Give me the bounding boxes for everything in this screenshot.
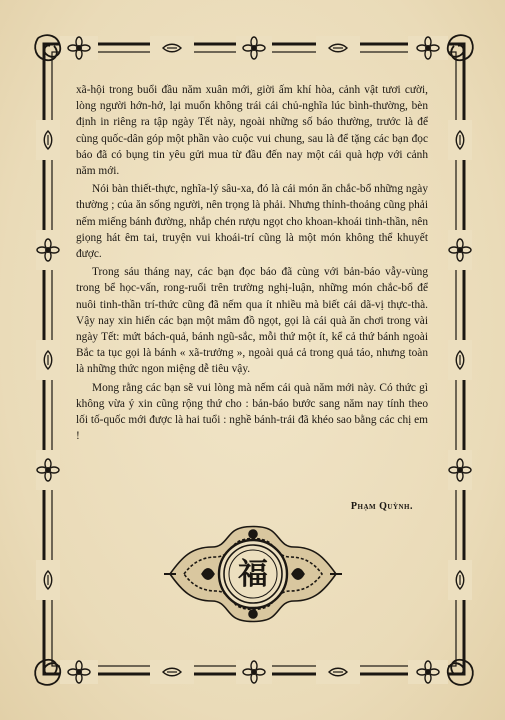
paragraph-3: Trong sáu tháng nay, các bạn đọc báo đã cùng với bản-báo vẫy-vùng trong bể học-vấn, rong-ruổi trên trường nghị-luận, những món chắc-bổ để nuôi tinh-thần trí-thức cũng đã nếm qua ít nhiều mà biết cái dã-vị thực-thà. Vậy nay xin hiến các bạn một mâm đồ ngọt, gọi là cái quà ăn chơi trong vài ngày Tết: mứt bách-quả, bánh ngũ-sắc, mỗi thứ một ít, kể cả thứ bánh ngoài Bắc ta tục gọi là bánh « xã-trưởng », ngoài quả cả trong quả táo, nhưng toàn là những thức ngon miệng dễ tiêu vậy. <box>76 266 428 376</box>
paragraph-1: xã-hội trong buổi đầu năm xuân mới, giời ấm khí hòa, cảnh vật tươi cười, lòng người hớn-hở, lại muốn không trái cái chủ-nghĩa lúc bình-thường, bèn định in riêng ra tập ngày Tết này, ngoài những số báo thường, trước là để cùng quốc-dân góp một phần vào cuộc vui chung, sau là để tặng các bạn đọc báo đã có bụng tin yêu gửi mua từ đầu đến nay một cái quà hợp với cảnh năm mới. <box>76 84 428 178</box>
author-signature: Phạm Quỳnh. <box>350 501 413 512</box>
paragraph-4: Mong rằng các bạn sẽ vui lòng mà nếm cái quà năm mới này. Có thức gì không vừa ý xin cũng rộng thứ cho : bản-báo bước sang năm nay tính theo lối tố-quốc mới được là hai tuổi : nghề bánh-trái đã khéo sao bằng các chị em ! <box>76 381 428 443</box>
medallion-icon <box>162 517 344 631</box>
article-body <box>76 82 428 446</box>
paragraph-2: Nói bàn thiết-thực, nghĩa-lý sâu-xa, đó là cái món ăn chắc-bổ những ngày thường ; của ăn sống người, nên trọng là phải. Nhưng thỉnh-thoảng cũng phải nếm miếng bánh đường, nhắp chén rượu ngọt cho khoan-khoái tinh-thần, nên giọng hát êm tai, truyện vui khoái-trí cũng là một món không thể khuyết được. <box>76 183 428 261</box>
fu-character: 福 <box>238 557 268 592</box>
